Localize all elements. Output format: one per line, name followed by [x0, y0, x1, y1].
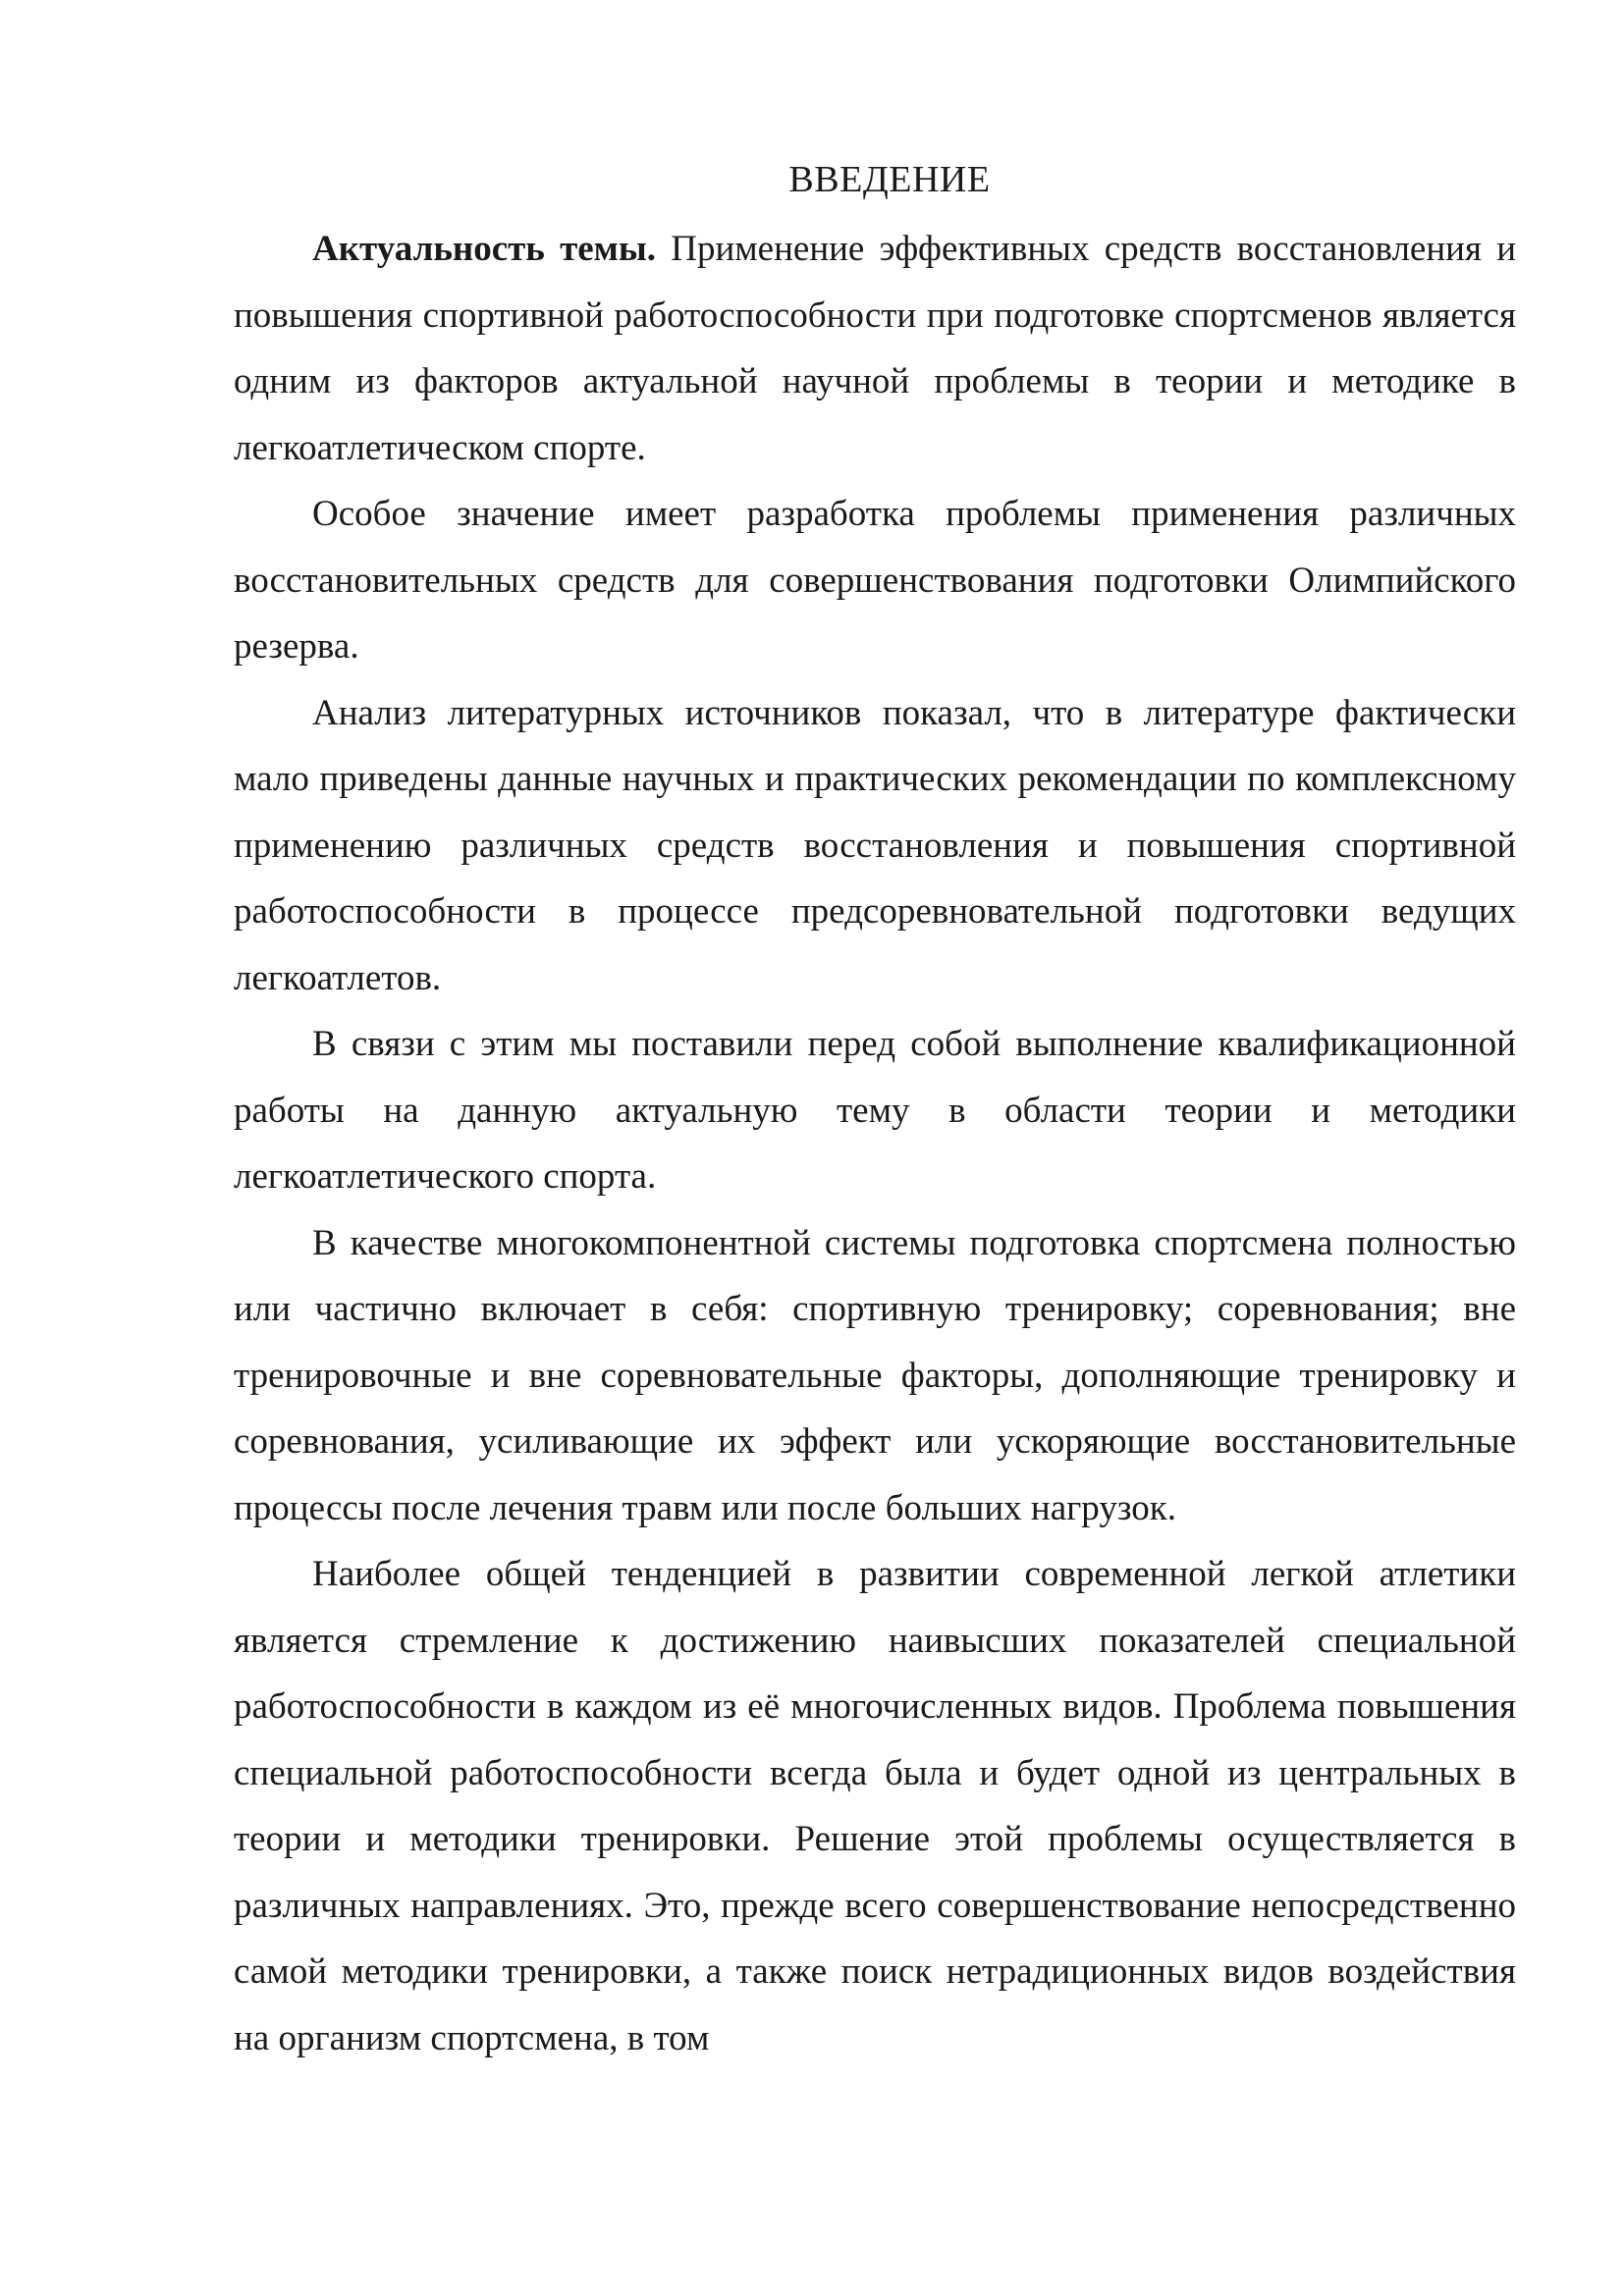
- paragraph-relevance: [234, 216, 1516, 481]
- document-body: [234, 147, 1516, 2071]
- paragraph: В связи с этим мы поставили перед собой выполнение квалификационной работы на данную актуальную тему в области теории и методики легкоатлетического спорта.: [234, 1024, 1516, 1197]
- paragraph: Наиболее общей тенденцией в развитии современной легкой атлетики является стремление к достижению наивысших показателей специальной работоспособности в каждом из её многочисленных видов. Проблема повышения специальной работоспособности всегда была и будет одной из центральных в теории и методики тренировки. Решение этой проблемы осуществляется в различных направлениях. Это, прежде всего совершенствование непосредственно самой методики тренировки, а также поиск нетрадиционных видов воздействия на организм спортсмена, в том: [234, 1554, 1516, 2058]
- page-title: ВВЕДЕНИЕ: [788, 159, 991, 200]
- paragraph: Особое значение имеет разработка проблемы применения различных восстановительных средств для совершенствования подготовки Олимпийского резерва.: [234, 494, 1516, 667]
- paragraph-lead: Актуальность темы.: [312, 229, 657, 269]
- paragraph-text: Применение эффективных средств восстановления и повышения спортивной работоспособности при подготовке спортсменов является одним из факторов актуальной научной проблемы в теории и методике в легкоатлетическом спорте.: [234, 229, 1516, 468]
- paragraph: Анализ литературных источников показал, что в литературе фактически мало приведены данные научных и практических рекомендации по комплексному применению различных средств восстановления и повышения спортивной работоспособности в процессе предсоревновательной подготовки ведущих легкоатлетов.: [234, 692, 1516, 998]
- paragraph: В качестве многокомпонентной системы подготовка спортсмена полностью или частично включает в себя: спортивную тренировку; соревнования; вне тренировочные и вне соревновательные факторы, дополняющие тренировку и соревнования, усиливающие их эффект или ускоряющие восстановительные процессы после лечения травм или после больших нагрузок.: [234, 1222, 1516, 1528]
